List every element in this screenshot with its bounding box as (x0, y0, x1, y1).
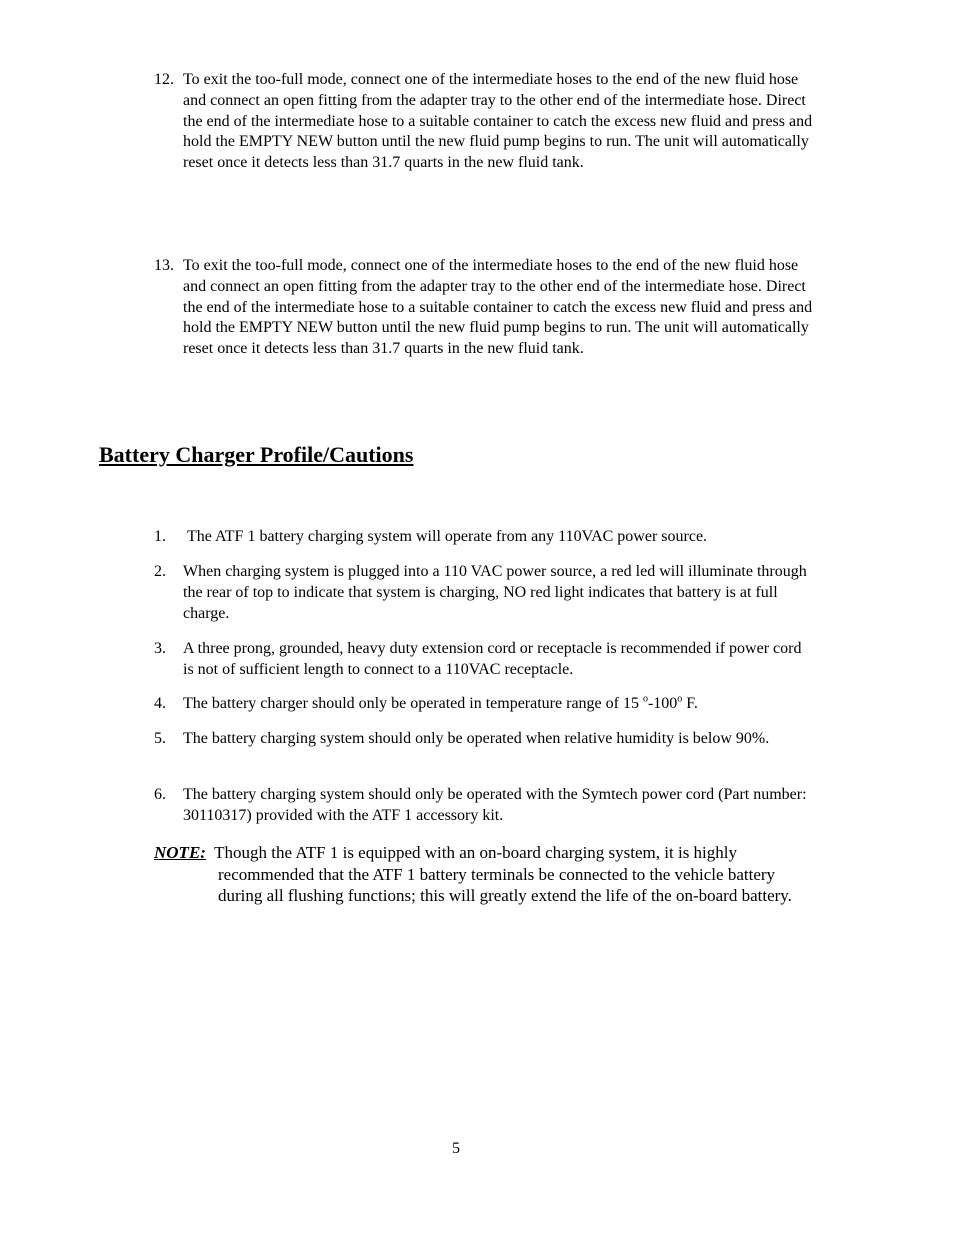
item-text: A three prong, grounded, heavy duty extension cord or receptacle is recommended if power cord is not of sufficient length to connect to a 110VAC receptacle. (183, 640, 802, 678)
step-12 (154, 70, 814, 174)
step-number: 12. (154, 71, 174, 88)
degree-superscript: o (642, 693, 648, 705)
temp-text-middle: -100 (647, 695, 678, 712)
caution-item-2 (154, 562, 814, 624)
item-number: 1. (154, 528, 166, 545)
item-text: When charging system is plugged into a 110 VAC power source, a red led will illuminate through the rear of top to indicate that system is charging, NO red light indicates that battery is at full charge. (183, 563, 807, 622)
caution-item-1 (154, 527, 814, 548)
caution-item-4 (154, 694, 814, 715)
item-number: 6. (154, 786, 166, 803)
item-text: The ATF 1 battery charging system will operate from any 110VAC power source. (183, 528, 708, 545)
item-number: 5. (154, 730, 166, 747)
step-number: 13. (154, 257, 174, 274)
step-13 (154, 256, 814, 360)
item-text (183, 694, 814, 715)
note-block (154, 842, 814, 907)
item-number: 4. (154, 695, 166, 712)
step-text: To exit the too-full mode, connect one of the intermediate hoses to the end of the new fluid hose and connect an open fitting from the adapter tray to the other end of the intermediate hose. Direct the end of the intermediate hose to a suitable container to catch the excess new fluid and press and hold the EMPTY NEW button until the new fluid pump begins to run. The unit will automatically reset once it detects less than 31.7 quarts in the new fluid tank. (183, 257, 813, 358)
note-paragraph (154, 842, 814, 907)
page-number: 5 (452, 1140, 460, 1157)
temp-text-after: F. (682, 695, 698, 712)
item-number: 2. (154, 563, 166, 580)
temp-text-before: The battery charger should only be operated in temperature range of 15 (183, 695, 643, 712)
item-text: The battery charging system should only be operated when relative humidity is below 90%. (183, 730, 770, 747)
section-heading: Battery Charger Profile/Cautions (99, 442, 414, 467)
item-text: The battery charging system should only be operated with the Symtech power cord (Part number: 30110317) provided with the ATF 1 accessory kit. (183, 786, 807, 824)
caution-item-3 (154, 639, 814, 681)
note-text: Though the ATF 1 is equipped with an on-board charging system, it is highly recommended that the ATF 1 battery terminals be connected to the vehicle battery during all flushing functions; this will greatly extend the life of the on-board battery. (205, 843, 792, 906)
caution-item-5 (154, 729, 814, 750)
degree-superscript: o (677, 693, 683, 705)
note-label: NOTE: (154, 843, 206, 862)
caution-item-6 (154, 785, 814, 827)
item-number: 3. (154, 640, 166, 657)
step-text: To exit the too-full mode, connect one of the intermediate hoses to the end of the new fluid hose and connect an open fitting from the adapter tray to the other end of the intermediate hose. Direct the end of the intermediate hose to a suitable container to catch the excess new fluid and press and hold the EMPTY NEW button until the new fluid pump begins to run. The unit will automatically reset once it detects less than 31.7 quarts in the new fluid tank. (183, 71, 813, 172)
